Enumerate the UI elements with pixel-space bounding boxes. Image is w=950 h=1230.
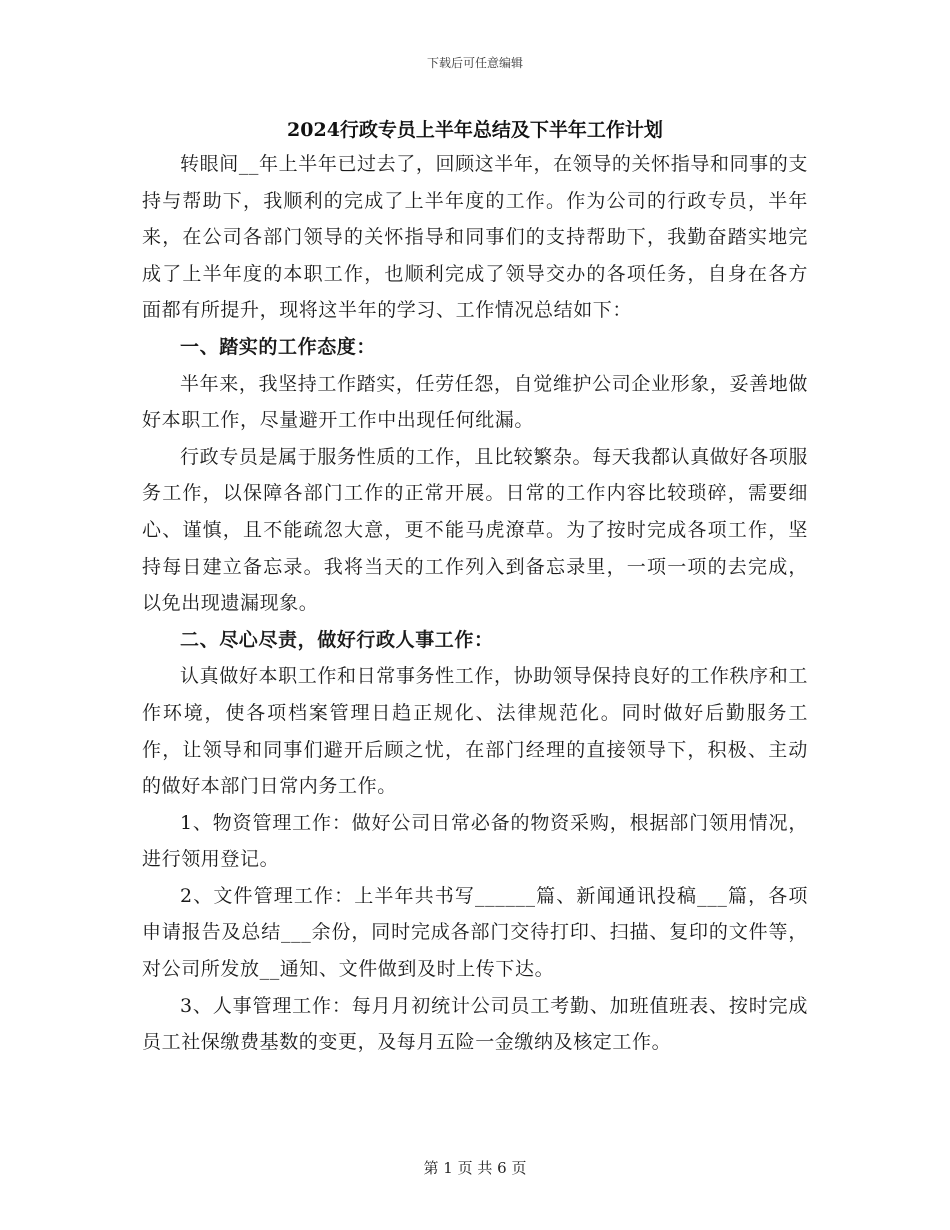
section-heading-2: 二、尽心尽责，做好行政人事工作：	[180, 628, 494, 651]
paragraph-admin: 认真做好本职工作和日常事务性工作，协助领导保持良好的工作秩序和工作环境，使各项档案管理日趋正规化、法律规范化。同时做好后勤服务工作，让领导和同事们避开后顾之忧，在部门经理的直接领导下，积极、主动的做好本部门日常内务工作。	[142, 665, 808, 798]
paragraph-attitude: 半年来，我坚持工作踏实，任劳任怨，自觉维护公司企业形象，妥善地做好本职工作，尽量避开工作中出现任何纰漏。	[142, 372, 808, 432]
paragraph-service: 行政专员是属于服务性质的工作，且比较繁杂。每天我都认真做好各项服务工作，以保障各部门工作的正常开展。日常的工作内容比较琐碎，需要细心、谨慎，且不能疏忽大意，更不能马虎潦草。为了按时完成各项工作，坚持每日建立备忘录。我将当天的工作列入到备忘录里，一项一项的去完成，以免出现遗漏现象。	[142, 445, 808, 615]
header-note: 下载后可任意编辑	[426, 56, 523, 70]
paragraph-item-3: 3、人事管理工作：每月月初统计公司员工考勤、加班值班表、按时完成员工社保缴费基数的变更，及每月五险一金缴纳及核定工作。	[142, 994, 808, 1054]
page-number: 第 1 页 共 6 页	[423, 1159, 527, 1177]
paragraph-intro: 转眼间__年上半年已过去了，回顾这半年，在领导的关怀指导和同事的支持与帮助下，我顺利的完成了上半年度的工作。作为公司的行政专员，半年来，在公司各部门领导的关怀指导和同事们的支持帮助下，我勤奋踏实地完成了上半年度的本职工作，也顺利完成了领导交办的各项任务，自身在各方面都有所提升，现将这半年的学习、工作情况总结如下：	[142, 153, 808, 322]
paragraph-item-1: 1、物资管理工作：做好公司日常必备的物资采购，根据部门领用情况，进行领用登记。	[142, 811, 808, 871]
section-heading-1: 一、踏实的工作态度：	[180, 335, 377, 358]
paragraph-item-2: 2、文件管理工作：上半年共书写______篇、新闻通讯投稿___篇，各项申请报告及总结___余份，同时完成各部门交待打印、扫描、复印的文件等，对公司所发放__通知、文件做到及时上传下达。	[142, 884, 808, 981]
document-title: 2024行政专员上半年总结及下半年工作计划	[287, 119, 663, 141]
document-body	[142, 146, 808, 1061]
